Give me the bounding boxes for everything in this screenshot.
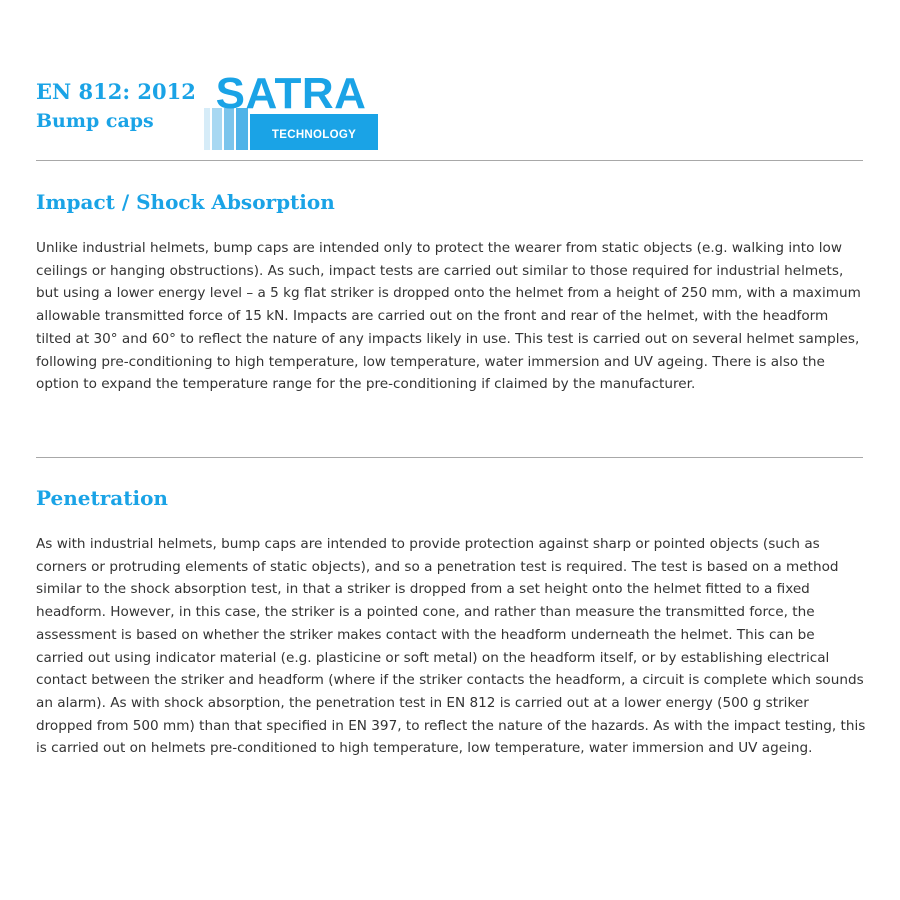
header-divider <box>36 160 863 161</box>
document-title: EN 812: 2012 <box>36 79 196 104</box>
satra-logo <box>202 72 380 152</box>
logo-tagline: TECHNOLOGY <box>271 129 357 141</box>
document-subtitle: Bump caps <box>36 110 154 132</box>
section-body-penetration: As with industrial helmets, bump caps are intended to provide protection against sharp or pointed objects (such as corners or protruding elements of static objects), and so a penetration test is required. The test is based on a method similar to the shock absorption test, in that a striker is dropped from a set height onto the helmet fitted to a fixed headform. However, in this case, the striker is a pointed cone, and rather than measure the transmitted force, the assessment is based on whether the striker makes contact with the headform underneath the helmet. This can be carried out using indicator material (e.g. plasticine or soft metal) on the headform itself, or by establishing electrical contact between the striker and headform (where if the striker contacts the headform, a circuit is complete which sounds an alarm). As with shock absorption, the penetration test in EN 812 is carried out at a lower energy (500 g striker dropped from 500 mm) than that specified in EN 397, to reflect the nature of the hazards. As with the impact testing, this is carried out on helmets pre-conditioned to high temperature, low temperature, water immersion and UV ageing. <box>36 536 866 757</box>
document-header <box>36 72 836 152</box>
section-heading-impact: Impact / Shock Absorption <box>36 190 335 214</box>
section-divider <box>36 457 863 458</box>
section-body-impact: Unlike industrial helmets, bump caps are intended only to protect the wearer from static objects (e.g. walking into low ceilings or hanging obstructions). As such, impact tests are carried out similar to those required for industrial helmets, but using a lower energy level – a 5 kg flat striker is dropped onto the helmet from a height of 250 mm, with a maximum allowable transmitted force of 15 kN. Impacts are carried out on the front and rear of the helmet, with the headform tilted at 30° and 60° to reflect the nature of any impacts likely in use. This test is carried out on several helmet samples, following pre-conditioning to high temperature, low temperature, water immersion and UV ageing. There is also the option to expand the temperature range for the pre-conditioning if claimed by the manufacturer. <box>36 240 861 393</box>
logo-wordmark: SATRA <box>215 72 367 118</box>
section-heading-penetration: Penetration <box>36 486 168 510</box>
